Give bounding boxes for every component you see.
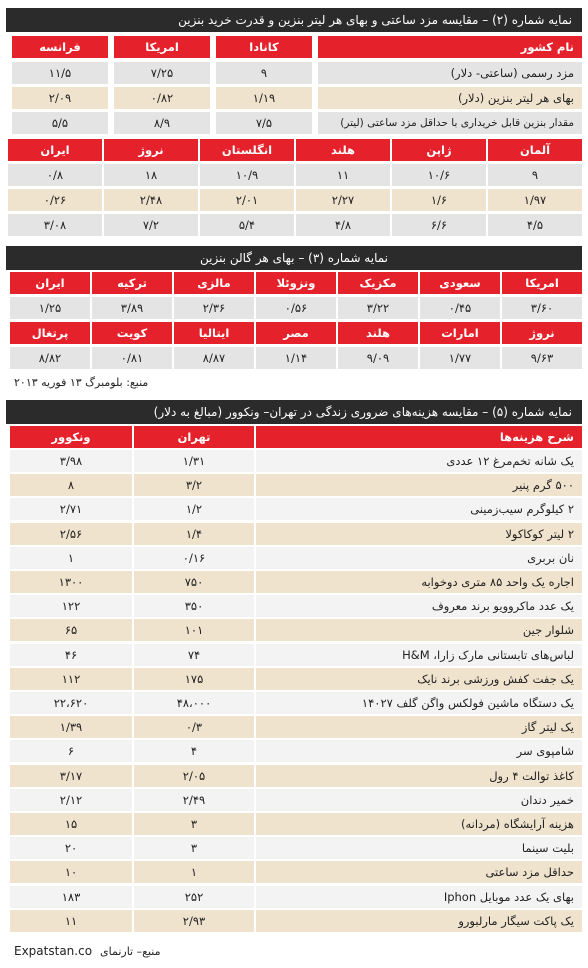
table-row xyxy=(6,547,582,569)
table-row xyxy=(6,692,582,714)
tehran-value: ۳۵۰ xyxy=(134,595,254,617)
table-cell: ۹ xyxy=(216,62,312,84)
emirates-header: امارات xyxy=(420,322,500,344)
table3-header-2 xyxy=(6,322,582,344)
table-cell: ۹/۰۹ xyxy=(338,347,418,369)
table-row xyxy=(6,644,582,666)
table-cell: ۱۰/۹ xyxy=(200,164,294,186)
table-row xyxy=(6,297,582,319)
table-row xyxy=(6,214,582,236)
table-cell: ۱/۱۴ xyxy=(256,347,336,369)
germany-header: آلمان xyxy=(488,139,582,161)
tehran-value: ۱۰۱ xyxy=(134,619,254,641)
table5-source: منبع– تارنمای xyxy=(100,945,161,958)
italy-header: ایتالیا xyxy=(174,322,254,344)
vancouver-value: ۱۱۲ xyxy=(10,668,132,690)
row-label: لباس‌های تابستانی مارک زارا، H&M xyxy=(256,644,582,666)
table2 xyxy=(6,36,582,236)
table3-source: منبع: بلومبرگ ۱۳ فوریه ۲۰۱۳ xyxy=(14,376,149,389)
vancouver-value: ۱/۳۹ xyxy=(10,716,132,738)
table-cell: ۴/۸ xyxy=(296,214,390,236)
row-label: یک شانه تخم‌مرغ ۱۲ عددی xyxy=(256,450,582,472)
table-cell: ۱/۹۷ xyxy=(488,189,582,211)
table-cell: ۰/۵۶ xyxy=(256,297,336,319)
vancouver-value: ۸ xyxy=(10,474,132,496)
netherlands-header: هلند xyxy=(338,322,418,344)
tehran-value: ۱ xyxy=(134,861,254,883)
table-cell: ۰/۸۲ xyxy=(114,87,210,109)
table-cell: ۲/۰۱ xyxy=(200,189,294,211)
tehran-value: ۰/۱۶ xyxy=(134,547,254,569)
table-row xyxy=(6,164,582,186)
table-cell: ۷/۲ xyxy=(104,214,198,236)
table-row xyxy=(6,910,582,932)
tehran-value: ۷۴ xyxy=(134,644,254,666)
table-row xyxy=(6,498,582,520)
table-row xyxy=(6,861,582,883)
table-row xyxy=(6,189,582,211)
row-label: یک لیتر گاز xyxy=(256,716,582,738)
usa-header: امریکا xyxy=(114,36,210,58)
table-cell: ۳/۶۰ xyxy=(502,297,582,319)
row-label: یک دستگاه ماشین فولکس واگن گلف ۱۴۰۲۷ xyxy=(256,692,582,714)
table-cell: ۰/۴۵ xyxy=(420,297,500,319)
table-row xyxy=(6,112,582,134)
vancouver-value: ۲/۵۶ xyxy=(10,523,132,545)
vancouver-value: ۱۵ xyxy=(10,813,132,835)
table-row xyxy=(6,474,582,496)
tehran-value: ۲/۰۵ xyxy=(134,765,254,787)
table-cell: ۱/۲۵ xyxy=(10,297,90,319)
japan-header: ژاپن xyxy=(392,139,486,161)
row-label: شامپوی سر xyxy=(256,740,582,762)
saudi-header: سعودی xyxy=(420,272,500,294)
table-row xyxy=(6,668,582,690)
vancouver-value: ۲/۷۱ xyxy=(10,498,132,520)
table-row xyxy=(6,347,582,369)
tehran-value: ۰/۳ xyxy=(134,716,254,738)
vancouver-value: ۲۰ xyxy=(10,837,132,859)
table2-header-2 xyxy=(6,139,582,161)
vancouver-value: ۳/۹۸ xyxy=(10,450,132,472)
table-row xyxy=(6,813,582,835)
table-cell: ۷/۵ xyxy=(216,112,312,134)
tehran-header: تهران xyxy=(134,426,254,448)
table-row xyxy=(6,62,582,84)
table-cell: ۲/۰۹ xyxy=(12,87,108,109)
table-row xyxy=(6,716,582,738)
table-cell: ۱/۷۷ xyxy=(420,347,500,369)
table-cell: ۹ xyxy=(488,164,582,186)
table-row xyxy=(6,765,582,787)
row-label: بهای یک عدد موبایل Iphon xyxy=(256,886,582,908)
table-cell: ۵/۵ xyxy=(12,112,108,134)
table-cell: ۶/۶ xyxy=(392,214,486,236)
table-cell: ۱۰/۶ xyxy=(392,164,486,186)
source-site: Expatstan.co xyxy=(14,944,93,958)
tehran-value: ۱۷۵ xyxy=(134,668,254,690)
row-label: هزینه آرایشگاه (مردانه) xyxy=(256,813,582,835)
table-cell: ۷/۲۵ xyxy=(114,62,210,84)
table-row xyxy=(6,837,582,859)
table-cell: ۱/۱۹ xyxy=(216,87,312,109)
table-row xyxy=(6,523,582,545)
usa-header: امریکا xyxy=(502,272,582,294)
tehran-value: ۴۸،۰۰۰ xyxy=(134,692,254,714)
table3 xyxy=(6,272,582,372)
vancouver-value: ۱۰ xyxy=(10,861,132,883)
table-cell: ۴/۵ xyxy=(488,214,582,236)
vancouver-value: ۲۲،۶۲۰ xyxy=(10,692,132,714)
row-label: مزد رسمی (ساعتی- دلار) xyxy=(318,62,582,84)
tehran-value: ۳ xyxy=(134,813,254,835)
table-cell: ۲/۳۶ xyxy=(174,297,254,319)
table-cell: ۳/۸۹ xyxy=(92,297,172,319)
table-cell: ۸/۹ xyxy=(114,112,210,134)
vancouver-value: ۱ xyxy=(10,547,132,569)
table-row xyxy=(6,740,582,762)
table-cell: ۰/۲۶ xyxy=(8,189,102,211)
kuwait-header: کویت xyxy=(92,322,172,344)
table-row xyxy=(6,571,582,593)
tehran-value: ۴ xyxy=(134,740,254,762)
vancouver-value: ۳/۱۷ xyxy=(10,765,132,787)
row-label: کاغذ توالت ۴ رول xyxy=(256,765,582,787)
vancouver-value: ۱۱ xyxy=(10,910,132,932)
iran-header: ایران xyxy=(8,139,102,161)
tehran-value: ۱/۲ xyxy=(134,498,254,520)
iran-header: ایران xyxy=(10,272,90,294)
tehran-value: ۲۵۲ xyxy=(134,886,254,908)
vancouver-value: ۱۳۰۰ xyxy=(10,571,132,593)
tehran-value: ۳/۲ xyxy=(134,474,254,496)
table-cell: ۲/۴۸ xyxy=(104,189,198,211)
tehran-value: ۱/۳۱ xyxy=(134,450,254,472)
table-row xyxy=(6,886,582,908)
vancouver-value: ۱۲۲ xyxy=(10,595,132,617)
table-cell: ۵/۴ xyxy=(200,214,294,236)
venezuela-header: ونزوئلا xyxy=(256,272,336,294)
netherlands-header: هلند xyxy=(296,139,390,161)
row-label: ۲ کیلوگرم سیب‌زمینی xyxy=(256,498,582,520)
table-row xyxy=(6,619,582,641)
table2-title: نمایه شماره (۲) – مقایسه مزد ساعتی و بهای هر لیتر بنزین و قدرت خرید بنزین xyxy=(6,8,582,32)
tehran-value: ۱/۴ xyxy=(134,523,254,545)
table5-title: نمایه شماره (۵) – مقایسه هزینه‌های ضروری زندگی در تهران– ونکوور (مبالغ به دلار) xyxy=(6,400,582,424)
table-cell: ۰/۸۱ xyxy=(92,347,172,369)
vancouver-value: ۶ xyxy=(10,740,132,762)
mexico-header: مکزیک xyxy=(338,272,418,294)
table2-header xyxy=(6,36,582,58)
table-cell: ۸/۸۲ xyxy=(10,347,90,369)
row-label: مقدار بنزین قابل خریداری با حداقل مزد ساعتی (لیتر) xyxy=(318,112,582,134)
tehran-value: ۷۵۰ xyxy=(134,571,254,593)
table-cell: ۱/۶ xyxy=(392,189,486,211)
vancouver-value: ۴۶ xyxy=(10,644,132,666)
row-label: حداقل مزد ساعتی xyxy=(256,861,582,883)
table-cell: ۳/۲۲ xyxy=(338,297,418,319)
table-row xyxy=(6,87,582,109)
table3-header-1 xyxy=(6,272,582,294)
egypt-header: مصر xyxy=(256,322,336,344)
france-header: فرانسه xyxy=(12,36,108,58)
row-label: ۵۰۰ گرم پنیر xyxy=(256,474,582,496)
row-label: بلیت سینما xyxy=(256,837,582,859)
vancouver-value: ۶۵ xyxy=(10,619,132,641)
country-name-header: نام کشور xyxy=(318,36,582,58)
tehran-value: ۲/۹۳ xyxy=(134,910,254,932)
row-label: خمیر دندان xyxy=(256,789,582,811)
table3-title: نمایه شماره (۳) – بهای هر گالن بنزین xyxy=(6,246,582,270)
tehran-value: ۳ xyxy=(134,837,254,859)
table-cell: ۹/۶۳ xyxy=(502,347,582,369)
table-row xyxy=(6,789,582,811)
table-cell: ۱۸ xyxy=(104,164,198,186)
row-label: ۲ لیتر کوکاکولا xyxy=(256,523,582,545)
england-header: انگلستان xyxy=(200,139,294,161)
norway-header: نروژ xyxy=(104,139,198,161)
table-cell: ۲/۲۷ xyxy=(296,189,390,211)
table-cell: ۰/۸ xyxy=(8,164,102,186)
row-label: شلوار جین xyxy=(256,619,582,641)
canada-header: کانادا xyxy=(216,36,312,58)
row-label: نان بربری xyxy=(256,547,582,569)
table5 xyxy=(6,426,582,938)
table-cell: ۳/۰۸ xyxy=(8,214,102,236)
norway-header: نروژ xyxy=(502,322,582,344)
portugal-header: پرتغال xyxy=(10,322,90,344)
table-row xyxy=(6,450,582,472)
vancouver-value: ۱۸۳ xyxy=(10,886,132,908)
table-cell: ۱۱ xyxy=(296,164,390,186)
vancouver-value: ۲/۱۲ xyxy=(10,789,132,811)
vancouver-header: ونکوور xyxy=(10,426,132,448)
row-label: یک عدد ماکروویو برند معروف xyxy=(256,595,582,617)
row-label: یک جفت کفش ورزشی برند نایک xyxy=(256,668,582,690)
row-label: یک پاکت سیگار مارلبورو xyxy=(256,910,582,932)
turkey-header: ترکیه xyxy=(92,272,172,294)
table-cell: ۸/۸۷ xyxy=(174,347,254,369)
tehran-value: ۲/۴۹ xyxy=(134,789,254,811)
expense-description-header: شرح هزینه‌ها xyxy=(256,426,582,448)
table5-header xyxy=(6,426,582,448)
malaysia-header: مالزی xyxy=(174,272,254,294)
table-row xyxy=(6,595,582,617)
row-label: اجاره یک واحد ۸۵ متری دوخوابه xyxy=(256,571,582,593)
row-label: بهای هر لیتر بنزین (دلار) xyxy=(318,87,582,109)
table-cell: ۱۱/۵ xyxy=(12,62,108,84)
